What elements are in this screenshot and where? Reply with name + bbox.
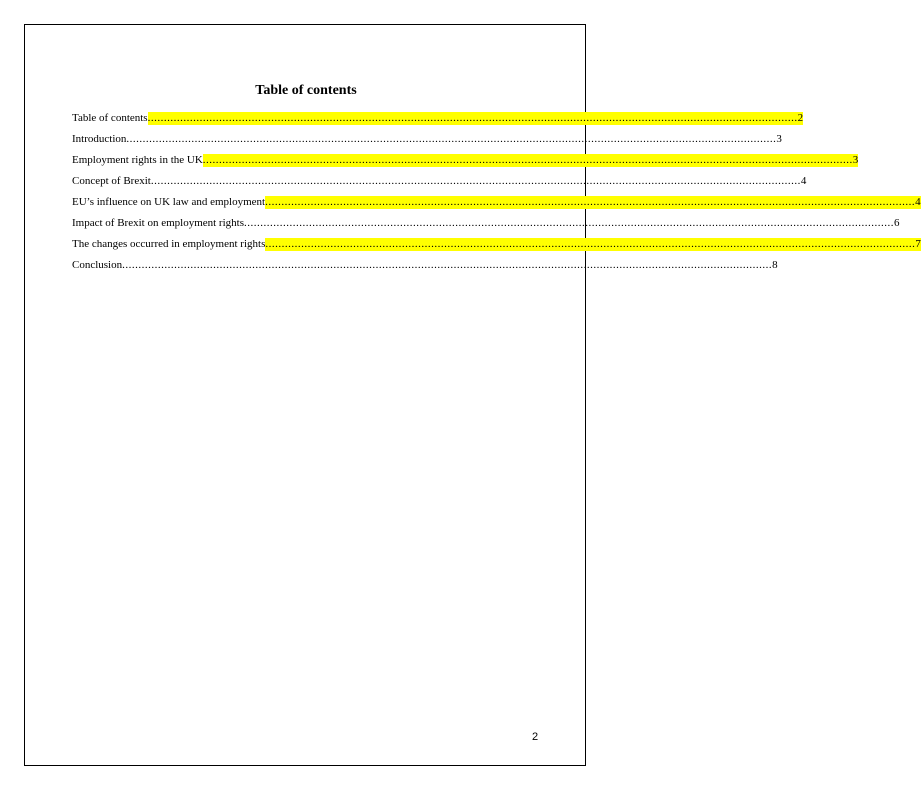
toc-entry[interactable] [72, 209, 900, 230]
toc-leader-dots: ........................................................................................................................................................................................................ [122, 259, 773, 271]
toc-leader-dots: ........................................................................................................................................................................................................ [244, 217, 894, 229]
toc-entry-page: 6 [894, 217, 900, 229]
toc-entry[interactable] [72, 251, 778, 272]
toc-entry[interactable] [72, 125, 782, 146]
page-title: Table of contents [255, 83, 357, 98]
toc-entry-page: 8 [772, 259, 778, 271]
toc-entry-label: Table of contents [72, 112, 148, 124]
toc-entry[interactable] [72, 188, 921, 209]
toc-entry[interactable] [72, 104, 804, 125]
toc-leader-dots: ........................................................................................................................................................................................................ [147, 112, 798, 124]
toc-entry-label: Introduction [72, 133, 127, 145]
page-number: 2 [532, 731, 539, 743]
toc-entry-label: Concept of Brexit [72, 175, 151, 187]
toc-entry-label: Impact of Brexit on employment rights [72, 217, 244, 229]
toc-entry-label: EU’s influence on UK law and employment [72, 196, 266, 208]
toc-leader-dots: ........................................................................................................................................................................................................ [150, 175, 801, 187]
toc-entry-page: 4 [800, 175, 807, 187]
toc-leader-dots: ........................................................................................................................................................................................................ [126, 133, 777, 145]
toc-entry[interactable] [72, 230, 921, 251]
toc-entry-page: 4 [915, 196, 921, 208]
toc-entry-page: 2 [797, 112, 804, 124]
toc-leader-dots: ........................................................................................................................................................................................................ [265, 238, 916, 250]
toc-entry-page: 3 [852, 154, 859, 166]
toc-entry-label: Employment rights in the UK [72, 154, 203, 166]
toc-entry[interactable] [72, 167, 807, 188]
toc-entry[interactable] [72, 146, 859, 167]
toc-leader-dots: ........................................................................................................................................................................................................ [202, 154, 853, 166]
toc-entry-page: 7 [915, 238, 921, 250]
toc-entry-label: The changes occurred in employment rights [72, 238, 266, 250]
toc-entry-page: 3 [776, 133, 782, 145]
toc-list [72, 104, 921, 272]
toc-leader-dots: ........................................................................................................................................................................................................ [265, 196, 916, 208]
toc-entry-label: Conclusion [72, 259, 123, 271]
